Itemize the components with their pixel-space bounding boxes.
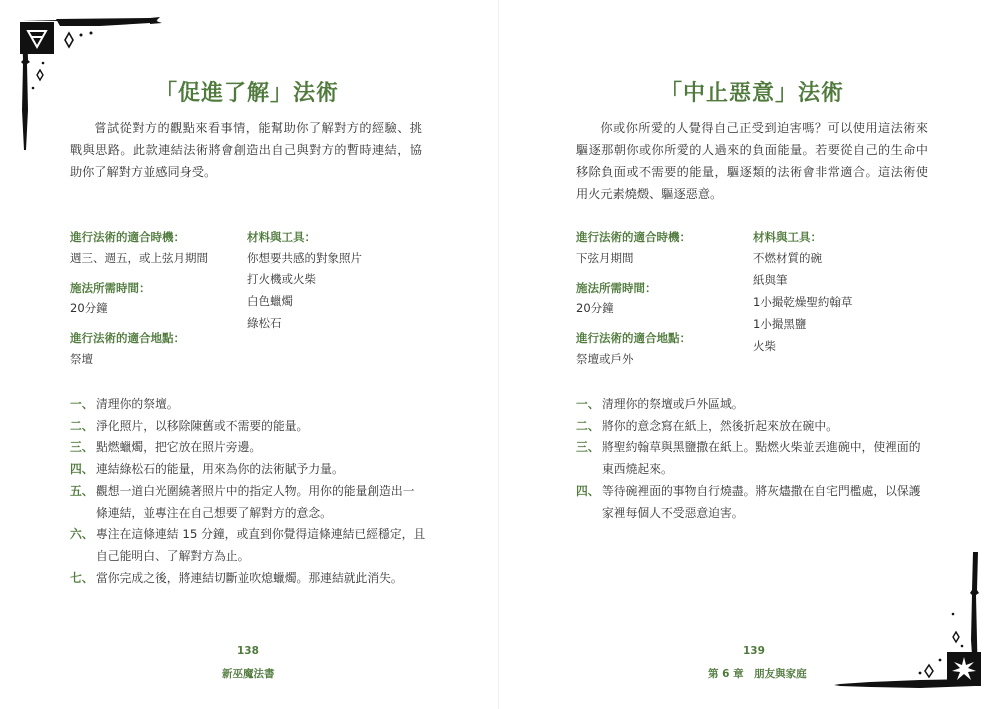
step-item [70, 523, 426, 567]
spell-intro: 你或你所愛的人覺得自己正受到迫害嗎？可以使用這法術來驅逐那朝你或你所愛的人過來的負面能量。若要從自己的生命中移除負面或不需要的能量，驅逐類的法術會非常適合。這法術使用火元素燒燬、驅逐惡意。 [576, 121, 928, 201]
step-item [576, 436, 932, 480]
step-number: 四、 [576, 484, 600, 498]
step-text: 專注在這條連結 15 分鐘，或直到你覺得這條連結已經穩定，且自己能明白、了解對方為止。 [96, 527, 426, 563]
timing-label: 進行法術的適合時機： [70, 230, 185, 244]
step-text: 淨化照片，以移除陳舊或不需要的能量。 [96, 419, 309, 433]
step-text: 清理你的祭壇或戶外區域。 [602, 397, 744, 411]
step-item [70, 567, 426, 589]
material-item: 白色蠟燭 [247, 294, 293, 308]
step-item [70, 415, 426, 437]
step-text: 將聖約翰草與黑鹽撒在紙上。點燃火柴並丟進碗中，使裡面的東西燒起來。 [602, 440, 921, 476]
fire-triangle-icon [20, 22, 54, 54]
spell-title: 「中止惡意」法術 [660, 81, 845, 106]
step-number: 六、 [70, 527, 94, 541]
timing-value: 週三、週五，或上弦月期間 [70, 251, 208, 265]
duration-value: 20分鐘 [576, 301, 614, 315]
material-item: 打火機或火柴 [247, 272, 316, 286]
place-value: 祭壇 [70, 352, 93, 366]
timing-label: 進行法術的適合時機： [576, 230, 691, 244]
duration-label: 施法所需時間： [576, 281, 657, 295]
duration-value: 20分鐘 [70, 301, 108, 315]
step-text: 觀想一道白光圍繞著照片中的指定人物。用你的能量創造出一條連結，並專注在自己想要了解對方的意念。 [96, 484, 415, 520]
place-value: 祭壇或戶外 [576, 352, 634, 366]
step-number: 五、 [70, 484, 94, 498]
materials-label: 材料與工具： [753, 230, 822, 244]
material-item: 1小撮黑鹽 [753, 317, 807, 331]
step-item [576, 393, 932, 415]
material-item: 紙與筆 [753, 273, 788, 287]
step-number: 一、 [70, 397, 94, 411]
star-burst-icon [947, 652, 981, 686]
step-text: 清理你的祭壇。 [96, 397, 179, 411]
step-number: 二、 [70, 419, 94, 433]
spell-intro: 嘗試從對方的觀點來看事情，能幫助你了解對方的經驗、挑戰與思路。此款連結法術將會創造出自己與對方的暫時連結，協助你了解對方並感同身受。 [70, 121, 422, 179]
place-label: 進行法術的適合地點： [70, 331, 185, 345]
material-item: 你想要共感的對象照片 [247, 251, 362, 265]
page-number: 139 [743, 645, 765, 657]
step-item [576, 415, 932, 437]
step-number: 七、 [70, 571, 94, 585]
step-item [70, 480, 426, 524]
step-item [576, 480, 932, 524]
left-page [0, 0, 499, 709]
step-text: 點燃蠟燭，把它放在照片旁邊。 [96, 440, 262, 454]
duration-label: 施法所需時間： [70, 281, 151, 295]
material-item: 火柴 [753, 339, 776, 353]
step-text: 連結綠松石的能量，用來為你的法術賦予力量。 [96, 462, 344, 476]
step-item [70, 393, 426, 415]
step-text: 當你完成之後，將連結切斷並吹熄蠟燭。那連結就此消失。 [96, 571, 403, 585]
step-item [70, 436, 426, 458]
place-label: 進行法術的適合地點： [576, 331, 691, 345]
step-number: 一、 [576, 397, 600, 411]
step-number: 四、 [70, 462, 94, 476]
material-item: 不燃材質的碗 [753, 251, 822, 265]
step-number: 三、 [576, 440, 600, 454]
step-item [70, 458, 426, 480]
step-text: 等待碗裡面的事物自行燒盡。將灰燼撒在自宅門檻處，以保護家裡每個人不受惡意迫害。 [602, 484, 921, 520]
material-item: 1小撮乾燥聖約翰草 [753, 295, 853, 309]
running-footer: 新巫魔法書 [222, 668, 275, 680]
step-text: 將你的意念寫在紙上，然後折起來放在碗中。 [602, 419, 838, 433]
spell-title: 「促進了解」法術 [155, 81, 340, 106]
materials-label: 材料與工具： [247, 230, 316, 244]
page-number: 138 [237, 645, 259, 657]
right-page [500, 0, 999, 709]
step-number: 三、 [70, 440, 94, 454]
timing-value: 下弦月期間 [576, 251, 634, 265]
step-number: 二、 [576, 419, 600, 433]
material-item: 綠松石 [247, 316, 282, 330]
running-footer: 第 6 章 朋友與家庭 [708, 668, 807, 680]
